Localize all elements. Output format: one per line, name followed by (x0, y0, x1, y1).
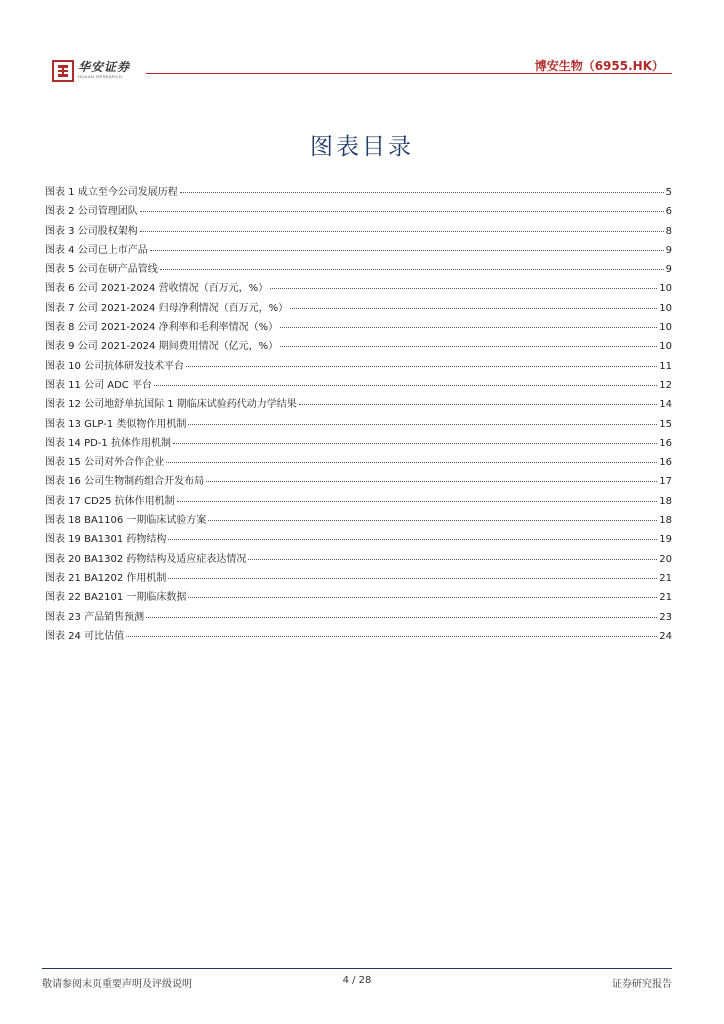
toc-entry[interactable] (45, 530, 672, 549)
page-header (0, 0, 724, 92)
toc-entry[interactable] (45, 241, 672, 260)
toc-leader-dots (206, 480, 657, 482)
toc-entry[interactable] (45, 434, 672, 453)
toc-entry[interactable] (45, 472, 672, 491)
toc-entry-label[interactable]: 图表 4 公司已上市产品 (45, 244, 148, 256)
toc-entry-page[interactable]: 20 (659, 553, 672, 565)
toc-entry-label[interactable]: 图表 16 公司生物制药组合开发布局 (45, 476, 205, 488)
toc-entry-label[interactable]: 图表 10 公司抗体研发技术平台 (45, 360, 185, 372)
toc-entry[interactable] (45, 588, 672, 607)
toc-leader-dots (166, 461, 657, 463)
toc-leader-dots (180, 191, 664, 193)
toc-leader-dots (208, 519, 657, 521)
toc-entry[interactable] (45, 279, 672, 298)
toc-entry[interactable] (45, 395, 672, 414)
toc-entry-label[interactable]: 图表 17 CD25 抗体作用机制 (45, 495, 175, 507)
toc-entry[interactable] (45, 222, 672, 241)
toc-entry[interactable] (45, 550, 672, 569)
toc-entry[interactable] (45, 608, 672, 627)
toc-leader-dots (154, 384, 657, 386)
figure-index-list (45, 183, 672, 646)
toc-leader-dots (248, 558, 657, 560)
toc-entry-label[interactable]: 图表 5 公司在研产品管线 (45, 264, 158, 276)
toc-leader-dots (150, 249, 664, 251)
toc-entry-page[interactable]: 10 (659, 283, 672, 295)
toc-leader-dots (160, 268, 664, 270)
toc-entry[interactable] (45, 337, 672, 356)
toc-entry[interactable] (45, 627, 672, 646)
toc-entry-label[interactable]: 图表 22 BA2101 一期临床数据 (45, 592, 187, 604)
toc-entry-label[interactable]: 图表 24 可比估值 (45, 630, 125, 642)
toc-entry-page[interactable]: 18 (659, 515, 672, 527)
toc-leader-dots (177, 500, 658, 502)
toc-entry-page[interactable]: 18 (659, 495, 672, 507)
toc-leader-dots (188, 596, 657, 598)
logo-subtitle: HUAAN RESEARCH (78, 74, 123, 79)
toc-entry-page[interactable]: 14 (659, 399, 672, 411)
toc-entry-page[interactable]: 17 (659, 476, 672, 488)
toc-entry-label[interactable]: 图表 1 成立至今公司发展历程 (45, 187, 178, 198)
toc-leader-dots (188, 423, 657, 425)
toc-entry-label[interactable]: 图表 21 BA1202 作用机制 (45, 572, 167, 584)
toc-entry-label[interactable]: 图表 12 公司地舒单抗国际 1 期临床试验药代动力学结果 (45, 399, 297, 411)
toc-leader-dots (186, 365, 657, 367)
toc-entry-label[interactable]: 图表 2 公司管理团队 (45, 206, 138, 218)
logo-name: 华安证券 (78, 60, 131, 74)
toc-entry-label[interactable]: 图表 11 公司 ADC 平台 (45, 379, 152, 391)
toc-entry[interactable] (45, 260, 672, 279)
toc-entry[interactable] (45, 415, 672, 434)
toc-leader-dots (280, 326, 657, 328)
toc-entry-page[interactable]: 11 (659, 360, 672, 372)
disclaimer-note: 敬请参阅末页重要声明及评级说明 (42, 979, 192, 990)
toc-entry-page[interactable]: 21 (659, 572, 672, 584)
toc-leader-dots (280, 345, 657, 347)
toc-leader-dots (146, 616, 657, 618)
footer-divider (42, 968, 672, 969)
toc-entry-label[interactable]: 图表 8 公司 2021-2024 净利率和毛利率情况（%） (45, 322, 279, 334)
toc-entry[interactable] (45, 202, 672, 221)
toc-entry-page[interactable]: 10 (659, 322, 672, 334)
toc-entry-label[interactable]: 图表 9 公司 2021-2024 期间费用情况（亿元，%） (45, 341, 279, 353)
toc-entry-label[interactable]: 图表 15 公司对外合作企业 (45, 457, 165, 469)
toc-entry-page[interactable]: 8 (665, 225, 672, 237)
toc-entry-label[interactable]: 图表 3 公司股权架构 (45, 225, 138, 237)
toc-entry[interactable] (45, 376, 672, 395)
logo-seal-icon (52, 60, 74, 82)
toc-entry-page[interactable]: 9 (665, 244, 672, 256)
toc-entry-page[interactable]: 23 (659, 611, 672, 623)
toc-entry-page[interactable]: 21 (659, 592, 672, 604)
toc-leader-dots (173, 442, 657, 444)
toc-entry-label[interactable]: 图表 6 公司 2021-2024 营收情况（百万元，%） (45, 283, 269, 295)
toc-entry[interactable] (45, 511, 672, 530)
toc-entry-label[interactable]: 图表 13 GLP-1 类似物作用机制 (45, 418, 187, 430)
toc-entry[interactable] (45, 492, 672, 511)
page-number: 4 / 28 (342, 975, 372, 986)
company-name: 博安生物（6955.HK） (534, 59, 664, 73)
toc-entry[interactable] (45, 183, 672, 202)
toc-entry-label[interactable]: 图表 7 公司 2021-2024 归母净利情况（百万元，%） (45, 302, 289, 314)
toc-leader-dots (299, 403, 657, 405)
toc-entry-page[interactable]: 5 (665, 187, 672, 198)
toc-leader-dots (270, 287, 657, 289)
toc-entry-label[interactable]: 图表 20 BA1302 药物结构及适应症表达情况 (45, 553, 247, 565)
report-type: 证券研究报告 (612, 979, 672, 990)
toc-entry-label[interactable]: 图表 14 PD-1 抗体作用机制 (45, 437, 171, 449)
header-divider (146, 73, 672, 74)
toc-entry-page[interactable]: 16 (659, 457, 672, 469)
toc-leader-dots (168, 538, 657, 540)
toc-leader-dots (140, 210, 664, 212)
toc-leader-dots (168, 577, 657, 579)
toc-entry-page[interactable]: 10 (659, 341, 672, 353)
toc-entry-label[interactable]: 图表 18 BA1106 一期临床试验方案 (45, 515, 207, 527)
toc-entry-page[interactable]: 16 (659, 437, 672, 449)
toc-entry-page[interactable]: 24 (659, 630, 672, 642)
toc-entry-label[interactable]: 图表 23 产品销售预测 (45, 611, 145, 623)
toc-entry-label[interactable]: 图表 19 BA1301 药物结构 (45, 534, 167, 546)
toc-entry-page[interactable]: 10 (659, 302, 672, 314)
toc-entry[interactable] (45, 569, 672, 588)
toc-entry[interactable] (45, 299, 672, 318)
logo (52, 60, 130, 82)
toc-entry-page[interactable]: 19 (659, 534, 672, 546)
toc-entry[interactable] (45, 318, 672, 337)
toc-leader-dots (140, 230, 664, 232)
toc-entry-page[interactable]: 12 (659, 379, 672, 391)
toc-entry-page[interactable]: 15 (659, 418, 672, 430)
toc-entry[interactable] (45, 357, 672, 376)
toc-entry[interactable] (45, 453, 672, 472)
page-title: 图表目录 (310, 134, 414, 160)
toc-leader-dots (126, 635, 657, 637)
toc-leader-dots (290, 307, 657, 309)
toc-entry-page[interactable]: 9 (665, 264, 672, 276)
page-footer (42, 975, 672, 989)
toc-entry-page[interactable]: 6 (665, 206, 672, 218)
